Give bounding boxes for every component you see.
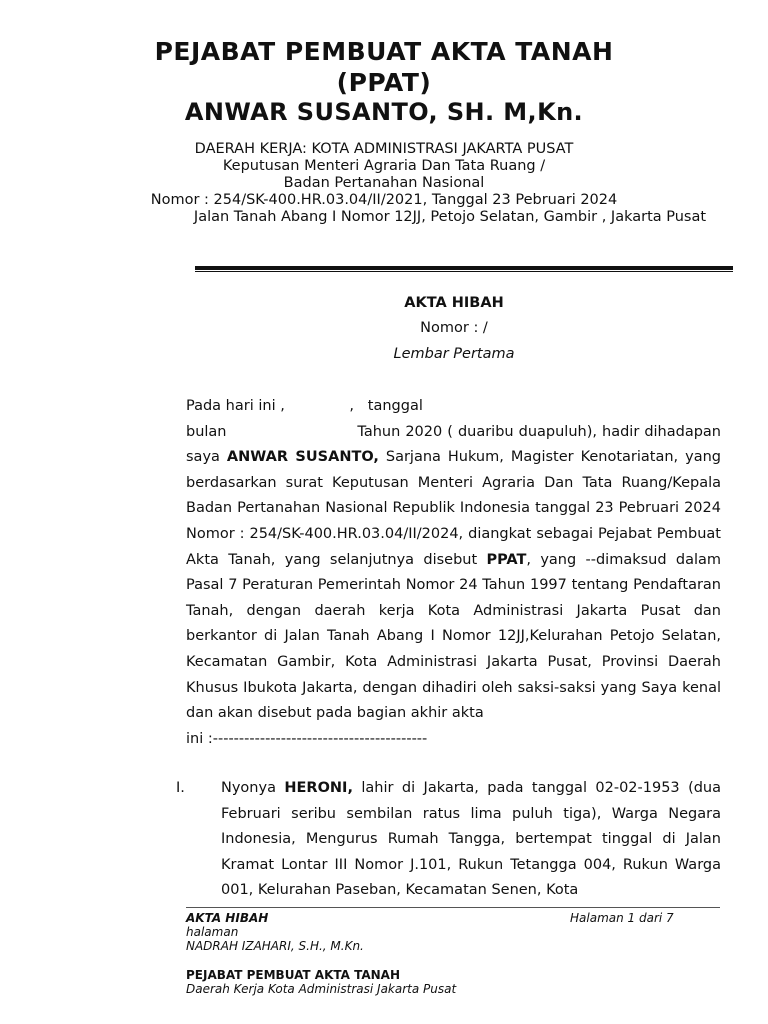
deed-number xyxy=(186,320,722,336)
office-address: Jalan Tanah Abang I Nomor 12JJ, Petojo Selatan, Gambir , Jakarta Pusat xyxy=(193,209,707,225)
deed-number-text: Nomor : / xyxy=(420,320,488,336)
deed-title: AKTA HIBAH xyxy=(404,295,504,311)
item-details: lahir di Jakarta, pada tanggal 02-02-1953 (dua Februari seribu sembilan ratus lima puluh tiga), Warga Negara Indonesia, Mengurus Rumah Tangga, bertempat tinggal di Jalan Kramat Lontar III Nomor J.101, Rukun Tetangga 004, Rukun Warga 001, Kelurahan Paseban, Kecamatan Senen, Kota xyxy=(221,780,722,899)
footer-halaman: halaman xyxy=(186,925,239,939)
body-text-c: , yang --dimaksud dalam Pasal 7 Peraturan Pemerintah Nomor 24 Tahun 1997 tentang Pendaftaran Tanah, dengan daerah kerja Kota Administrasi Jakarta Pusat dan berkantor di Jalan Tanah Abang I Nomor 12JJ,Kelurahan Petojo Selatan, Kecamatan Gambir, Kota Administrasi Jakarta Pusat, Provinsi Daerah Khusus Ibukota Jakarta, dengan dihadiri oleh saksi-saksi yang Saya kenal dan akan disebut pada bagian akhir akta xyxy=(186,551,722,722)
body-line1: Pada hari ini , , tanggal xyxy=(186,398,423,414)
decree-number: Nomor : 254/SK-400.HR.03.04/II/2021, Tanggal 23 Pebruari 2024 xyxy=(150,192,618,208)
decree-line2: Badan Pertanahan Nasional xyxy=(283,175,485,191)
footer-area: Daerah Kerja Kota Administrasi Jakarta Pusat xyxy=(186,982,457,996)
footer-page-number: Halaman 1 dari 7 xyxy=(570,911,674,925)
item-text xyxy=(221,776,721,904)
body-text-d: ini :----------------------------------------- xyxy=(186,730,428,747)
party-item-1 xyxy=(176,776,721,904)
decree-line1: Keputusan Menteri Agraria Dan Tata Ruang / xyxy=(222,158,546,174)
deed-sheet: Lembar Pertama xyxy=(393,346,515,362)
deed-body xyxy=(186,394,726,752)
body-paragraph xyxy=(186,420,726,727)
header-title-line1: PEJABAT PEMBUAT AKTA TANAH xyxy=(154,37,614,66)
body-notary-name: ANWAR SUSANTO, xyxy=(226,449,379,466)
body-ppat: PPAT xyxy=(486,551,527,568)
item-number: I. xyxy=(176,780,185,796)
notary-name: ANWAR SUSANTO, SH. M,Kn. xyxy=(184,98,584,126)
work-area: DAERAH KERJA: KOTA ADMINISTRASI JAKARTA PUSAT xyxy=(194,141,574,157)
footer-deed-title: AKTA HIBAH xyxy=(186,911,269,925)
footer-notary: NADRAH IZAHARI, S.H., M.Kn. xyxy=(186,939,364,953)
header-divider-thin xyxy=(195,271,733,272)
header-title xyxy=(0,36,768,98)
header-title-line2: (PPAT) xyxy=(336,68,432,97)
body-text-a: bulan Tahun 2020 ( duaribu duapuluh), hadir dihadapan saya xyxy=(186,423,726,466)
footer-divider xyxy=(186,907,720,908)
body-text-b: Sarjana Hukum, Magister Kenotariatan, yang berdasarkan surat Keputusan Menteri Agraria Dan Tata Ruang/Kepala Badan Pertanahan Nasional Republik Indonesia tanggal 23 Pebruari 2024 Nomor : 254/SK-400.HR.03.04/II/2024, diangkat sebagai Pejabat Pembuat Akta Tanah, yang selanjutnya disebut xyxy=(186,449,722,568)
item-party-name: HERONI, xyxy=(284,780,353,796)
footer-office: PEJABAT PEMBUAT AKTA TANAH xyxy=(186,968,401,982)
item-prefix: Nyonya xyxy=(221,780,276,796)
header-divider xyxy=(195,266,733,270)
